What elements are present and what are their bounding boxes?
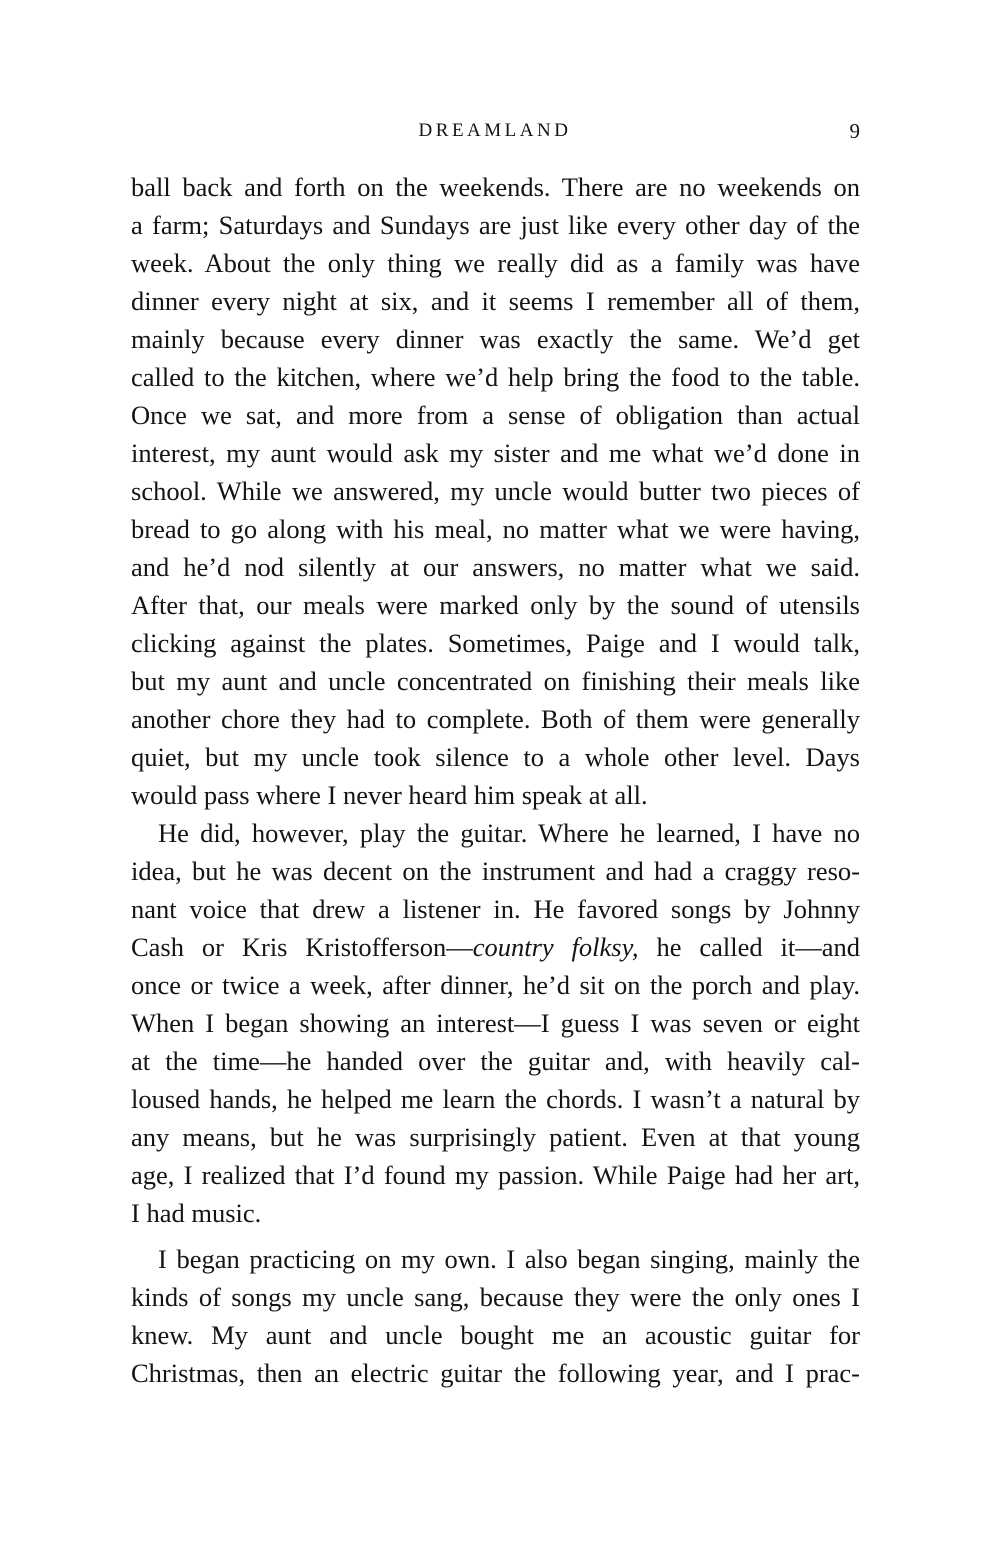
text-line: week. About the only thing we really did as a family was have: [131, 248, 860, 278]
running-title: DREAMLAND: [418, 120, 572, 141]
text-line: mainly because every dinner was exactly the same. We’d get: [131, 324, 860, 354]
paragraph: [131, 1240, 860, 1392]
text-line: nant voice that drew a listener in. He favored songs by Johnny: [131, 894, 860, 924]
text-line: age, I realized that I’d found my passion. While Paige had her art,: [131, 1160, 860, 1190]
text-line: bread to go along with his meal, no matter what we were having,: [131, 514, 860, 544]
text-line: When I began showing an interest—I guess I was seven or eight: [131, 1008, 860, 1038]
text-line: He did, however, play the guitar. Where he learned, I have no: [158, 818, 860, 848]
text-line: interest, my aunt would ask my sister and me what we’d done in: [131, 438, 860, 468]
text-line: idea, but he was decent on the instrument and had a craggy reso-: [131, 856, 860, 886]
text-line: ball back and forth on the weekends. There are no weekends on: [131, 172, 860, 202]
text-line: at the time—he handed over the guitar and, with heavily cal-: [131, 1046, 860, 1076]
text-line: [131, 928, 860, 966]
text-line: dinner every night at six, and it seems I remember all of them,: [131, 286, 860, 316]
text-line: clicking against the plates. Sometimes, Paige and I would talk,: [131, 628, 860, 658]
text-line: Once we sat, and more from a sense of obligation than actual: [131, 400, 860, 430]
text-line: I began practicing on my own. I also began singing, mainly the: [158, 1244, 860, 1274]
text-line: quiet, but my uncle took silence to a whole other level. Days: [131, 742, 860, 772]
text-line: called to the kitchen, where we’d help bring the food to the table.: [131, 362, 860, 392]
paragraph-spacer: [131, 1232, 860, 1240]
paragraph: [131, 814, 860, 1232]
text-line: would pass where I never heard him speak at all.: [131, 780, 648, 810]
text-line: another chore they had to complete. Both of them were generally: [131, 704, 860, 734]
paragraph: [131, 168, 860, 814]
text-line: kinds of songs my uncle sang, because they were the only ones I: [131, 1282, 860, 1312]
text-line: knew. My aunt and uncle bought me an acoustic guitar for: [131, 1320, 860, 1350]
text-line: After that, our meals were marked only by the sound of utensils: [131, 590, 860, 620]
text-line: any means, but he was surprisingly patient. Even at that young: [131, 1122, 860, 1152]
text-line: but my aunt and uncle concentrated on finishing their meals like: [131, 666, 860, 696]
running-head: [130, 116, 860, 146]
text-line: a farm; Saturdays and Sundays are just like every other day of the: [131, 210, 860, 240]
text-line: once or twice a week, after dinner, he’d sit on the porch and play.: [131, 970, 860, 1000]
italic-phrase: country folksy,: [472, 932, 639, 962]
text-line: school. While we answered, my uncle would butter two pieces of: [131, 476, 860, 506]
text-line: loused hands, he helped me learn the chords. I wasn’t a natural by: [131, 1084, 860, 1114]
text-line: and he’d nod silently at our answers, no matter what we said.: [131, 552, 860, 582]
text-run: he called it—and: [638, 932, 860, 962]
page-number: 9: [849, 119, 860, 143]
text-line: Christmas, then an electric guitar the following year, and I prac-: [131, 1358, 860, 1388]
text-run: Cash or Kris Kristofferson—: [131, 932, 473, 962]
body-text: [131, 168, 860, 1392]
text-line: I had music.: [131, 1198, 262, 1228]
